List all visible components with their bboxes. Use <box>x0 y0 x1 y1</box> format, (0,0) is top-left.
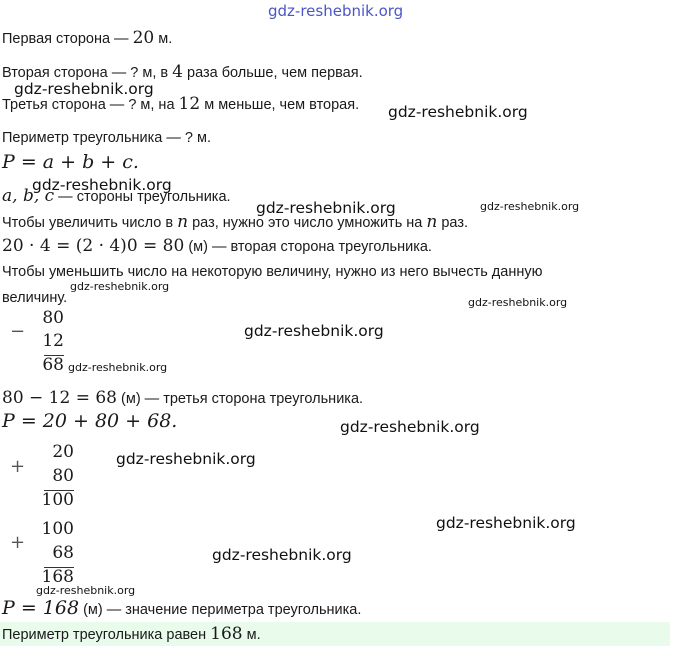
watermark: gdz-reshebnik.org <box>436 514 576 532</box>
third-side-calc-line: 80 − 12 = 68 (м) — третья сторона треугольника. <box>2 388 364 408</box>
watermark: gdz-reshebnik.org <box>244 322 384 340</box>
sum: 100 <box>41 490 74 510</box>
plus-sign: + <box>10 532 26 553</box>
watermark: gdz-reshebnik.org <box>68 361 168 374</box>
addition-column-2 <box>40 519 74 587</box>
second-side-line: Вторая сторона — ? м, в 4 раза больше, чем первая. <box>2 62 363 82</box>
watermark: gdz-reshebnik.org <box>388 103 528 121</box>
watermark: gdz-reshebnik.org <box>212 546 352 564</box>
perimeter-sum-formula: P = 20 + 80 + 68. <box>2 410 178 432</box>
watermark: gdz-reshebnik.org <box>256 199 396 217</box>
minus-sign: − <box>10 321 26 342</box>
first-side-line: Первая сторона — 20 м. <box>2 28 173 48</box>
addend: 20 <box>52 442 74 462</box>
addend: 80 <box>52 466 74 486</box>
watermark: gdz-reshebnik.org <box>32 176 172 194</box>
subtrahend: 12 <box>42 331 64 351</box>
answer-box: Периметр треугольника равен 168 м. <box>0 622 670 646</box>
perimeter-question-line: Периметр треугольника — ? м. <box>2 130 212 146</box>
multiply-rule-line: Чтобы увеличить число в n раз, нужно это число умножить на n раз. <box>2 212 468 232</box>
watermark: gdz-reshebnik.org <box>70 280 170 293</box>
subtract-rule-line-cont: величину. <box>2 290 68 306</box>
perimeter-formula: P = a + b + c. <box>2 151 139 173</box>
sides-legend-line: a, b, c — стороны треугольника. <box>2 186 231 206</box>
difference: 68 <box>42 355 64 375</box>
addend: 68 <box>52 543 74 563</box>
watermark: gdz-reshebnik.org <box>116 450 256 468</box>
perimeter-result-line: P = 168 (м) — значение периметра треугольника. <box>2 597 362 619</box>
watermark-top: gdz-reshebnik.org <box>268 2 404 20</box>
third-side-line: Третья сторона — ? м, на 12 м меньше, чем вторая. <box>2 94 360 114</box>
sum: 168 <box>41 567 74 587</box>
addition-column-1 <box>40 442 74 510</box>
subtraction-column <box>40 308 64 374</box>
watermark: gdz-reshebnik.org <box>340 418 480 436</box>
second-side-calc-line: 20 · 4 = (2 · 4)0 = 80 (м) — вторая сторона треугольника. <box>2 236 432 256</box>
minuend: 80 <box>42 308 64 328</box>
watermark: gdz-reshebnik.org <box>468 296 568 309</box>
watermark: gdz-reshebnik.org <box>480 200 580 213</box>
watermark: gdz-reshebnik.org <box>14 80 154 98</box>
watermark: gdz-reshebnik.org <box>36 584 136 597</box>
plus-sign: + <box>10 456 26 477</box>
addend: 100 <box>41 519 74 539</box>
subtract-rule-line: Чтобы уменьшить число на некоторую величину, нужно из него вычесть данную <box>2 264 543 280</box>
